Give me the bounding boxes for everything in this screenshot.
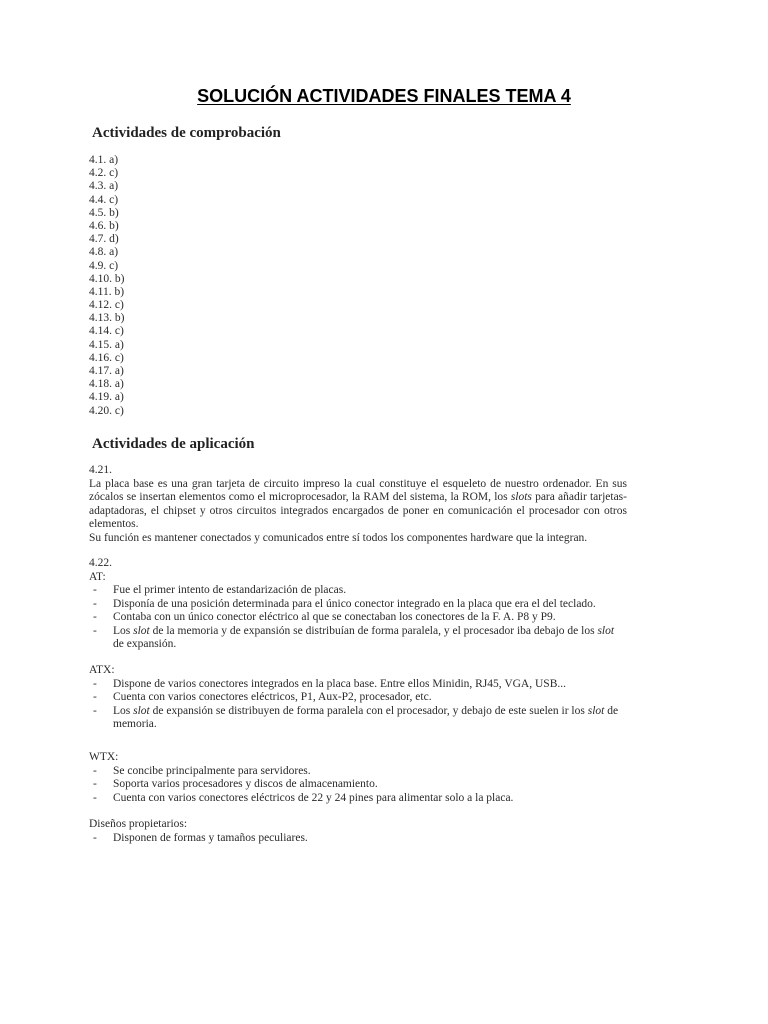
answer-item: 4.8. a) bbox=[89, 246, 119, 259]
bullet-text: Contaba con un único conector eléctrico al que se conectaban los conectores de la F. A. P8 y P9. bbox=[113, 611, 556, 623]
answer-item: 4.15. a) bbox=[89, 338, 124, 351]
bullet-item bbox=[89, 584, 627, 598]
text-segment: para añadir tarjetas-adaptadoras, el chipset y otros circuitos integrados encargados de poner en comunicación el procesador con otros elementos. bbox=[89, 491, 627, 530]
dash-marker: - bbox=[93, 624, 97, 637]
answer-item: 4.18. a) bbox=[89, 378, 124, 391]
subsection-label-atx: ATX: bbox=[89, 664, 115, 676]
bullet-text: Se concibe principalmente para servidores. bbox=[113, 764, 311, 777]
bullet-text: de expansión se distribuyen de forma paralela con el procesador, y debajo de este suelen ir los bbox=[149, 704, 588, 717]
paragraph: Su función es mantener conectados y comunicados entre sí todos los componentes hardware que la integran. bbox=[89, 531, 588, 544]
dash-marker: - bbox=[93, 778, 97, 790]
answer-item: 4.1. a) bbox=[89, 154, 119, 166]
bullet-item bbox=[89, 625, 627, 652]
answer-item: 4.19. a) bbox=[89, 391, 124, 404]
bullet-text: de memoria. bbox=[113, 704, 619, 730]
bullet-text: Disponía de una posición determinada para el único conector integrado en la placa que era el del teclado. bbox=[113, 597, 596, 610]
bullet-item bbox=[89, 792, 627, 806]
question-number: 4.21. bbox=[89, 464, 112, 476]
bullet-item bbox=[89, 765, 627, 779]
emphasis: slot bbox=[133, 704, 150, 717]
bullet-item bbox=[89, 678, 627, 692]
dash-marker: - bbox=[93, 704, 97, 717]
subsection-disenos-propietarios bbox=[89, 818, 627, 845]
heading-actividades-comprobacion: Actividades de comprobación bbox=[92, 125, 281, 141]
answer-item: 4.11. b) bbox=[89, 285, 125, 298]
bullet-text: Cuenta con varios conectores eléctricos de 22 y 24 pines para alimentar solo a la placa. bbox=[113, 791, 514, 804]
subsection-label-propietarios: Diseños propietarios: bbox=[89, 818, 188, 830]
bullet-list-propietarios bbox=[89, 832, 627, 846]
answer-item: 4.5. b) bbox=[89, 206, 119, 219]
heading-actividades-aplicacion: Actividades de aplicación bbox=[92, 436, 255, 452]
answer-item: 4.20. c) bbox=[89, 404, 124, 417]
bullet-text: Los bbox=[113, 624, 134, 637]
question-4-21 bbox=[89, 464, 627, 545]
bullet-text: Los bbox=[113, 704, 134, 717]
bullet-item bbox=[89, 691, 627, 705]
bullet-text: Fue el primer intento de estandarización de placas. bbox=[113, 584, 347, 596]
paragraph bbox=[89, 478, 627, 532]
dash-marker: - bbox=[93, 764, 97, 777]
subsection-atx bbox=[89, 664, 627, 732]
text-segment: La placa base es una gran tarjeta de circuito impreso la cual constituye el esqueleto de nuestro ordenador. En sus zócalos se insertan elementos como el microprocesador, la RAM del sistema, la ROM, los bbox=[89, 477, 627, 503]
bullet-text: Soporta varios procesadores y discos de almacenamiento. bbox=[113, 778, 378, 790]
answer-item: 4.14. c) bbox=[89, 325, 124, 338]
answer-item: 4.3. a) bbox=[89, 180, 119, 193]
emphasis: slot bbox=[133, 624, 150, 637]
dash-marker: - bbox=[93, 677, 97, 690]
emphasis: slot bbox=[587, 704, 605, 717]
subsection-label-wtx: WTX: bbox=[89, 751, 119, 763]
emphasis: slots bbox=[510, 491, 532, 503]
question-4-22 bbox=[89, 557, 627, 652]
dash-marker: - bbox=[93, 791, 97, 804]
answer-item: 4.9. c) bbox=[89, 259, 119, 272]
bullet-list-at bbox=[89, 584, 627, 652]
bullet-text: de la memoria y de expansión se distribuían de forma paralela, y el procesador iba debajo de los bbox=[149, 624, 598, 637]
bullet-item bbox=[89, 832, 627, 846]
answer-item: 4.16. c) bbox=[89, 351, 124, 364]
answer-list bbox=[89, 154, 124, 418]
bullet-text: Disponen de formas y tamaños peculiares. bbox=[113, 831, 308, 844]
question-number: 4.22. bbox=[89, 557, 112, 569]
answer-item: 4.2. c) bbox=[89, 167, 119, 180]
page-title-text: SOLUCIÓN ACTIVIDADES FINALES TEMA 4 bbox=[197, 86, 571, 106]
page-title bbox=[0, 86, 768, 107]
dash-marker: - bbox=[93, 691, 97, 703]
dash-marker: - bbox=[93, 611, 97, 623]
bullet-item bbox=[89, 598, 627, 612]
answer-item: 4.13. b) bbox=[89, 312, 125, 325]
answer-item: 4.17. a) bbox=[89, 365, 124, 377]
bullet-item bbox=[89, 705, 627, 732]
bullet-list-atx bbox=[89, 678, 627, 732]
bullet-text: de expansión. bbox=[113, 638, 177, 650]
bullet-text: Cuenta con varios conectores eléctricos, P1, Aux-P2, procesador, etc. bbox=[113, 691, 432, 703]
answer-item: 4.7. d) bbox=[89, 233, 119, 246]
dash-marker: - bbox=[93, 597, 97, 610]
bullet-text: Dispone de varios conectores integrados en la placa base. Entre ellos Minidin, RJ45, VGA, USB... bbox=[113, 677, 566, 690]
emphasis: slot bbox=[597, 624, 615, 637]
subsection-label-at: AT: bbox=[89, 570, 106, 583]
answer-item: 4.12. c) bbox=[89, 299, 124, 312]
dash-marker: - bbox=[93, 584, 97, 596]
bullet-list-wtx bbox=[89, 765, 627, 806]
dash-marker: - bbox=[93, 831, 97, 844]
subsection-wtx bbox=[89, 751, 627, 805]
bullet-item bbox=[89, 778, 627, 792]
answer-item: 4.4. c) bbox=[89, 193, 119, 206]
answer-item: 4.6. b) bbox=[89, 219, 119, 232]
bullet-item bbox=[89, 611, 627, 625]
answer-item: 4.10. b) bbox=[89, 272, 125, 285]
